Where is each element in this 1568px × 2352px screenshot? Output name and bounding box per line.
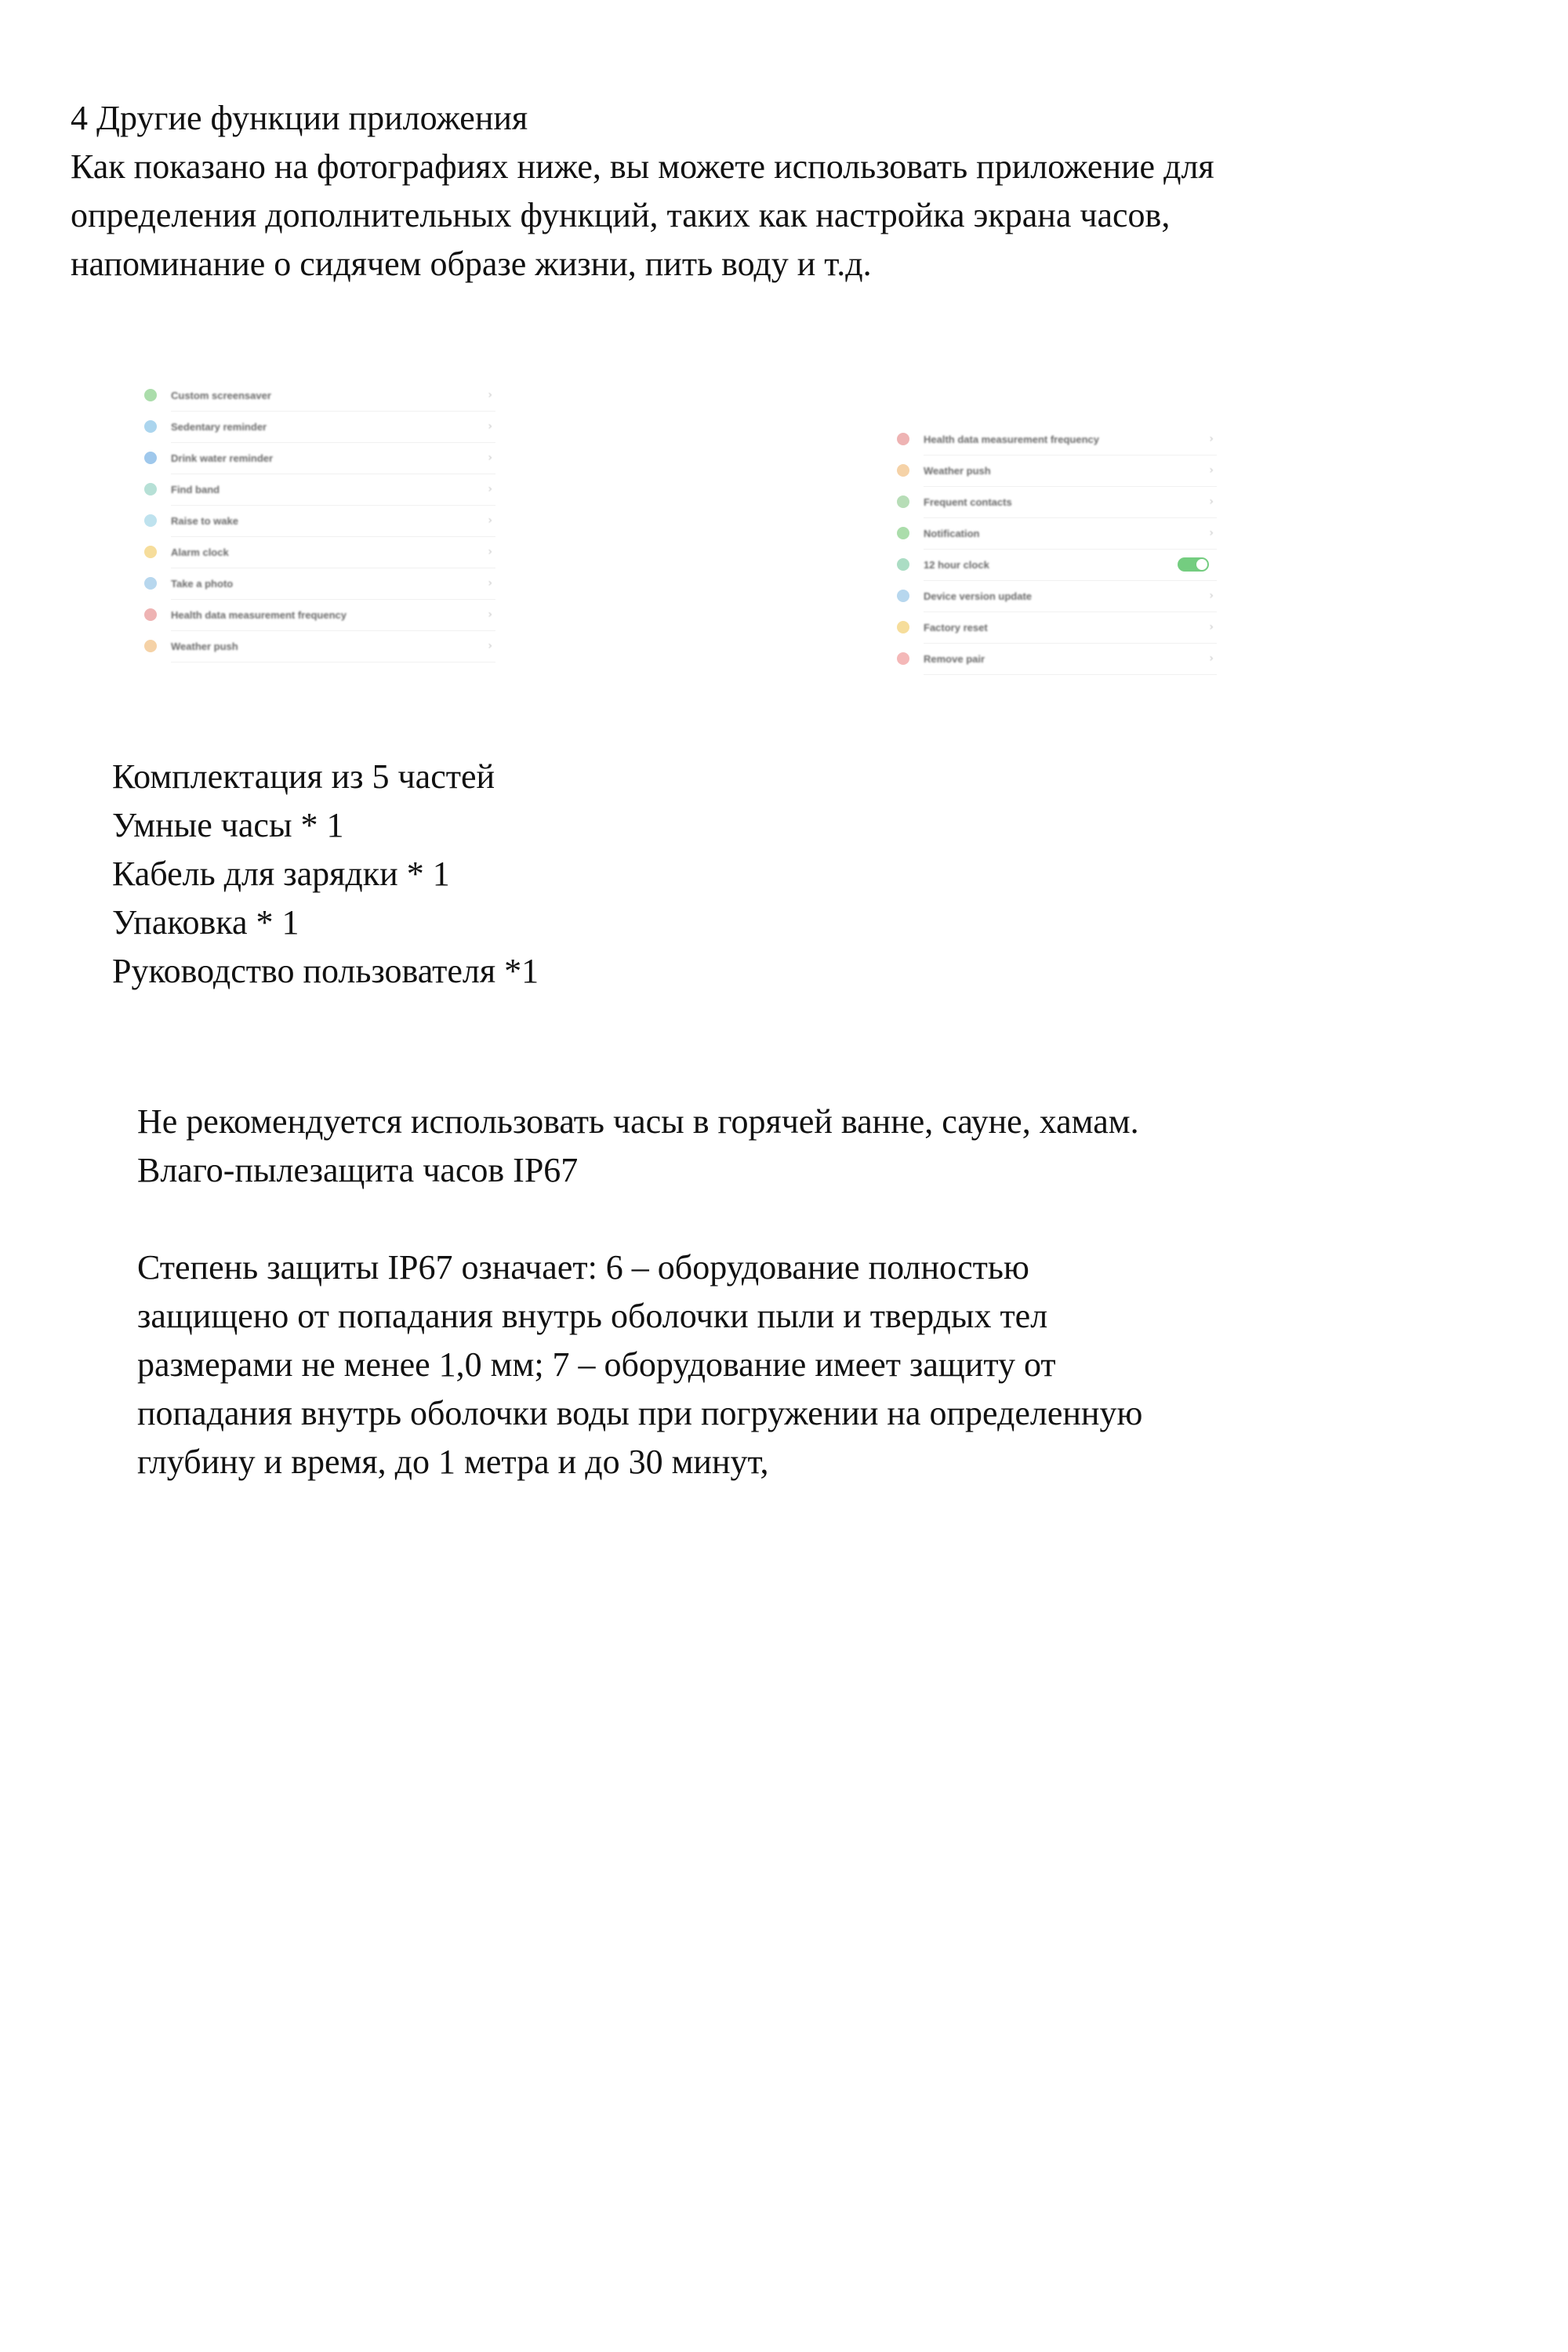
chevron-right-icon: › (488, 514, 492, 527)
ip-description-line: размерами не менее 1,0 мм; 7 – оборудование имеет защиту от (137, 1345, 1056, 1384)
settings-row[interactable] (133, 601, 502, 629)
settings-row[interactable] (133, 381, 502, 409)
row-divider (924, 517, 1217, 518)
settings-row[interactable] (133, 632, 502, 660)
intro-section (71, 94, 1544, 289)
package-item: Кабель для зарядки * 1 (112, 855, 450, 893)
settings-row[interactable] (886, 425, 1223, 453)
chevron-right-icon: › (488, 577, 492, 590)
health-icon (897, 433, 909, 445)
row-divider (924, 549, 1217, 550)
package-contents (112, 753, 1445, 996)
notes-section (137, 1098, 1517, 1486)
app-screenshot-left (133, 368, 502, 682)
settings-row-label: Device version update (924, 590, 1032, 602)
row-divider (924, 674, 1217, 675)
settings-row[interactable] (133, 538, 502, 566)
row-divider (171, 505, 495, 506)
chevron-right-icon: › (488, 420, 492, 433)
ip-description-line: Степень защиты IP67 означает: 6 – оборудование полностью (137, 1248, 1029, 1287)
remove-pair-icon (897, 652, 909, 665)
package-title: Комплектация из 5 частей (112, 757, 495, 796)
intro-line: определения дополнительных функций, таких как настройка экрана часов, (71, 196, 1171, 234)
health-icon (144, 608, 157, 621)
settings-row-label: Health data measurement frequency (171, 608, 347, 621)
settings-row-label: Raise to wake (171, 514, 238, 527)
settings-row-label: Take a photo (171, 577, 234, 590)
settings-row[interactable] (886, 456, 1223, 485)
row-divider (171, 442, 495, 443)
settings-row[interactable] (133, 506, 502, 535)
package-item: Упаковка * 1 (112, 903, 299, 942)
settings-row-label: Remove pair (924, 652, 985, 665)
notification-icon (897, 527, 909, 539)
settings-row[interactable] (886, 582, 1223, 610)
chevron-right-icon: › (488, 608, 492, 621)
settings-row[interactable] (886, 550, 1223, 579)
ip-description-line: глубину и время, до 1 метра и до 30 минут, (137, 1443, 769, 1481)
warning-line: Не рекомендуется использовать часы в горячей ванне, сауне, хамам. (137, 1102, 1139, 1141)
update-icon (897, 590, 909, 602)
settings-row-label: Factory reset (924, 621, 988, 633)
reset-icon (897, 621, 909, 633)
row-divider (924, 580, 1217, 581)
chevron-right-icon: › (1209, 527, 1214, 539)
row-divider (924, 455, 1217, 456)
intro-line: напоминание о сидячем образе жизни, пить воду и т.д. (71, 245, 872, 283)
find-band-icon (144, 483, 157, 495)
camera-icon (144, 577, 157, 590)
chevron-right-icon: › (1209, 433, 1214, 445)
paragraph-gap (137, 1195, 1517, 1243)
row-divider (171, 411, 495, 412)
intro-line: Как показано на фотографиях ниже, вы можете использовать приложение для (71, 147, 1214, 186)
chevron-right-icon: › (1209, 652, 1214, 665)
settings-row-label: Weather push (924, 464, 991, 477)
settings-row[interactable] (886, 519, 1223, 547)
chevron-right-icon: › (488, 483, 492, 495)
settings-row-label: Find band (171, 483, 220, 495)
row-divider (171, 630, 495, 631)
water-drop-icon (144, 452, 157, 464)
settings-row-label: 12 hour clock (924, 558, 989, 571)
chevron-right-icon: › (488, 389, 492, 401)
settings-row[interactable] (886, 488, 1223, 516)
package-item: Руководство пользователя *1 (112, 952, 539, 990)
row-divider (171, 536, 495, 537)
section-heading: 4 Другие функции приложения (71, 99, 528, 137)
settings-row-label: Notification (924, 527, 980, 539)
raise-wake-icon (144, 514, 157, 527)
settings-row[interactable] (133, 444, 502, 472)
settings-row[interactable] (133, 475, 502, 503)
settings-row-label: Drink water reminder (171, 452, 274, 464)
chevron-right-icon: › (488, 640, 492, 652)
settings-row[interactable] (133, 569, 502, 597)
settings-row-label: Health data measurement frequency (924, 433, 1099, 445)
settings-row-label: Sedentary reminder (171, 420, 267, 433)
settings-row[interactable] (886, 644, 1223, 673)
chevron-right-icon: › (1209, 621, 1214, 633)
toggle-switch[interactable] (1178, 557, 1209, 572)
chevron-right-icon: › (488, 546, 492, 558)
row-divider (924, 643, 1217, 644)
sedentary-icon (144, 420, 157, 433)
package-item: Умные часы * 1 (112, 806, 344, 844)
settings-row-label: Custom screensaver (171, 389, 271, 401)
contacts-icon (897, 495, 909, 508)
chevron-right-icon: › (1209, 590, 1214, 602)
clock-icon (897, 558, 909, 571)
app-screenshot-right (886, 416, 1223, 682)
chevron-right-icon: › (1209, 495, 1214, 508)
row-divider (924, 486, 1217, 487)
alarm-clock-icon (144, 546, 157, 558)
chevron-right-icon: › (488, 452, 492, 464)
screensaver-icon (144, 389, 157, 401)
settings-row[interactable] (133, 412, 502, 441)
weather-icon (144, 640, 157, 652)
settings-row-label: Alarm clock (171, 546, 229, 558)
settings-row-label: Frequent contacts (924, 495, 1012, 508)
weather-icon (897, 464, 909, 477)
ip-description-line: попадания внутрь оболочки воды при погружении на определенную (137, 1394, 1143, 1432)
row-divider (171, 599, 495, 600)
ip-description-line: защищено от попадания внутрь оболочки пыли и твердых тел (137, 1297, 1048, 1335)
warning-line: Влаго-пылезащита часов IP67 (137, 1151, 579, 1189)
settings-row[interactable] (886, 613, 1223, 641)
settings-row-label: Weather push (171, 640, 238, 652)
chevron-right-icon: › (1209, 464, 1214, 477)
